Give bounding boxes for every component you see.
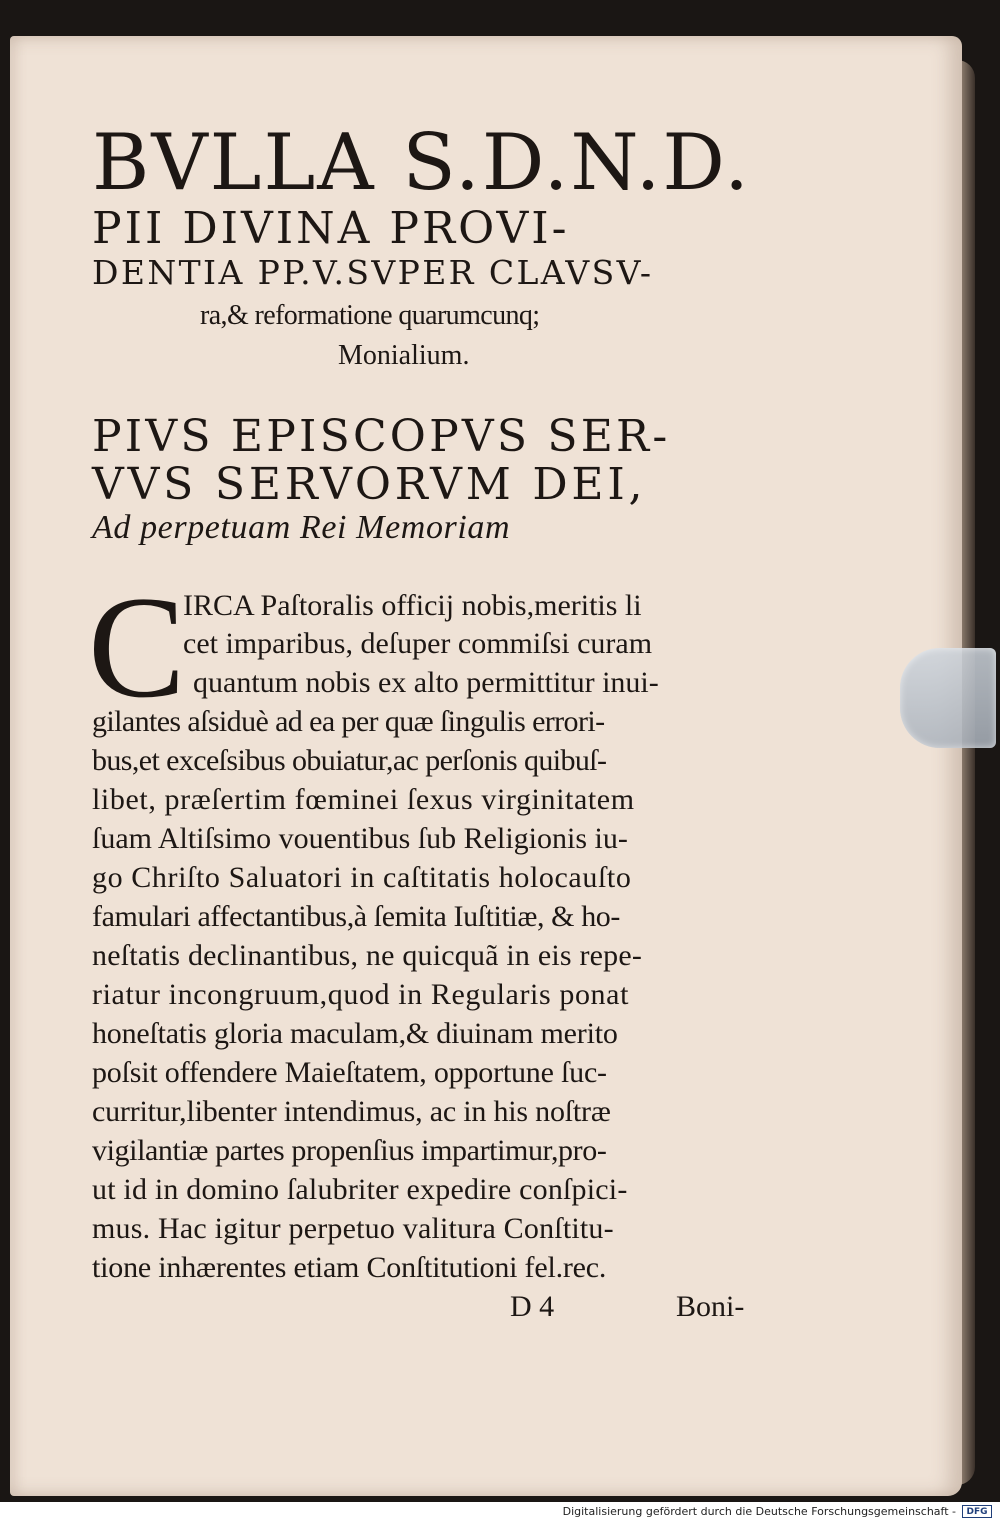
body-line-9: famulari affectantibus,à ſemita Iuſtitiæ, & ho- bbox=[92, 900, 620, 933]
page-clip bbox=[900, 648, 996, 748]
title-line-1: BVLLA S.D.N.D. bbox=[92, 118, 751, 208]
body-line-7: ſuam Altiſsimo vouentibus ſub Religionis iu- bbox=[92, 822, 628, 855]
body-line-13: poſsit offendere Maieſtatem, opportune ſuc- bbox=[92, 1056, 607, 1089]
body-line-4: gilantes aſsiduè ad ea per quæ ſingulis errori- bbox=[92, 705, 605, 738]
body-line-5: bus,et exceſsibus obuiatur,ac perſonis quibuſ- bbox=[92, 744, 607, 777]
signature-mark: D 4 bbox=[510, 1290, 555, 1323]
dfg-logo-icon: DFG bbox=[962, 1505, 992, 1518]
body-line-8: go Chriſto Saluatori in caſtitatis holocauſto bbox=[92, 861, 632, 894]
title-line-3: DENTIA PP.V.SVPER CLAVSV- bbox=[92, 253, 654, 292]
body-line-11: riatur incongruum,quod in Regularis ponat bbox=[92, 978, 630, 1011]
title-line-2: PII DIVINA PROVI- bbox=[92, 203, 570, 254]
body-line-6: libet, præſertim fœminei ſexus virginitatem bbox=[92, 783, 635, 816]
heading-line-3: Ad perpetuam Rei Memoriam bbox=[92, 509, 511, 546]
body-line-15: vigilantiæ partes propenſius impartimur,pro- bbox=[92, 1134, 607, 1167]
body-line-16: ut id in domino ſalubriter expedire conſpici- bbox=[92, 1173, 628, 1206]
body-line-14: curritur,libenter intendimus, ac in his noſtræ bbox=[92, 1095, 611, 1128]
title-line-5: Monialium. bbox=[338, 340, 470, 371]
footer-credit: Digitalisierung gefördert durch die Deutsche Forschungsgemeinschaft - bbox=[562, 1505, 956, 1518]
title-line-4: ra,& reformatione quarumcunq; bbox=[200, 300, 540, 331]
body-line-10: neſtatis declinantibus, ne quicquã in eis repe- bbox=[92, 939, 643, 972]
body-line-18: tione inhærentes etiam Conſtitutioni fel.rec. bbox=[92, 1251, 607, 1284]
drop-cap-initial: C bbox=[88, 566, 186, 728]
body-line-17: mus. Hac igitur perpetuo valitura Conſtitu- bbox=[92, 1212, 614, 1245]
body-line-3: quantum nobis ex alto permittitur inui- bbox=[193, 666, 659, 699]
catchword: Boni- bbox=[676, 1290, 745, 1323]
body-line-2: cet imparibus, deſuper commiſsi curam bbox=[183, 627, 653, 660]
body-line-12: honeſtatis gloria maculam,& diuinam merito bbox=[92, 1017, 618, 1050]
body-line-1: IRCA Paſtoralis officij nobis,meritis li bbox=[183, 589, 642, 622]
heading-line-1: PIVS EPISCOPVS SER- bbox=[92, 411, 671, 462]
heading-line-2: VVS SERVORVM DEI, bbox=[92, 459, 647, 510]
footer-bar bbox=[0, 1502, 1000, 1521]
